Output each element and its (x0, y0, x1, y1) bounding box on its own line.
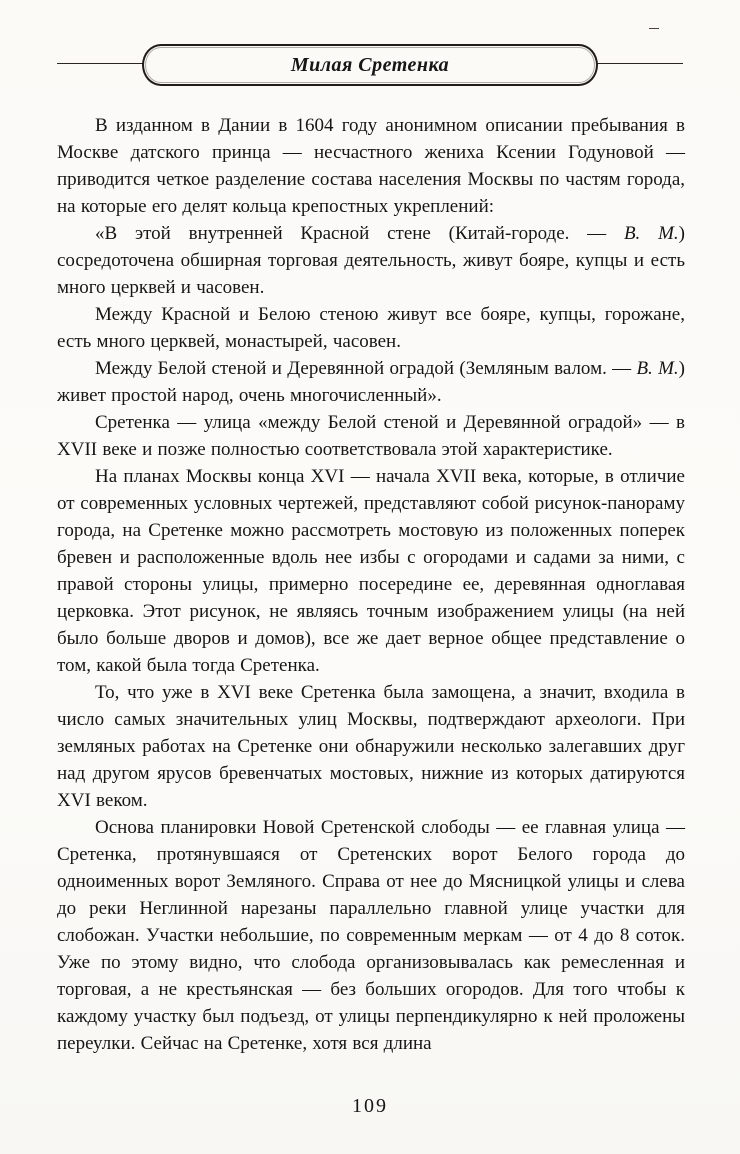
chapter-title: Милая Сретенка (290, 53, 450, 76)
italic-text-run: В. М. (623, 223, 679, 244)
page-number: 109 (352, 1095, 388, 1117)
paragraph (57, 409, 685, 463)
paragraph (57, 355, 685, 409)
text-run: Основа планировки Новой Сретенской слободы — ее главная улица — Сретенка, протянувшаяся от Сретенских ворот Белого города до одноименных ворот Земляного. Справа от нее до Мясницкой улицы и слева до реки Неглинной нарезаны параллельно главной улице участки для слобожан. Участки небольшие, по современным меркам — от 4 до 8 соток. Уже по этому видно, что слобода организовывалась как ремесленная и торговая, а не крестьянская — без больших огородов. Для того чтобы к каждому участку был подъезд, от улицы перпендикулярно к ней проложены переулки. Сейчас на Сретенке, хотя вся длина (57, 817, 685, 1054)
text-run: Сретенка — улица «между Белой стеной и Деревянной оградой» — в XVII веке и позже полностью соответствовала этой характеристике. (57, 412, 685, 460)
page-footer (0, 1095, 740, 1118)
italic-text-run: В. М. (636, 358, 679, 379)
paragraph (57, 112, 685, 220)
text-run: Между Белой стеной и Деревянной оградой (Земляным валом. — (95, 358, 637, 379)
chapter-title-cartouche (142, 44, 598, 86)
text-run: На планах Москвы конца XVI — начала XVII века, которые, в отличие от современных условных чертежей, представляют собой рисунок-панораму города, на Сретенке можно рассмотреть мостовую из положенных поперек бревен и расположенные вдоль нее избы с огородами и садами за ними, с правой стороны улицы, примерно посередине ее, деревянная одноглавая церковка. Этот рисунок, не являясь точным изображением улицы (на ней было больше дворов и домов), все же дает верное общее представление о том, какой была тогда Сретенка. (57, 466, 685, 676)
page-header (57, 42, 683, 94)
paragraph (57, 814, 685, 1057)
paragraph (57, 463, 685, 679)
paragraph (57, 301, 685, 355)
text-run: «В этой внутренней Красной стене (Китай-городе. — (95, 223, 624, 244)
paragraph (57, 679, 685, 814)
text-run: ) живет простой народ, очень многочисленный». (57, 358, 685, 406)
text-run: ) сосредоточена обширная торговая деятельность, живут бояре, купцы и есть много церквей и часовен. (57, 223, 685, 298)
text-run: В изданном в Дании в 1604 году анонимном описании пребывания в Москве датского принца — несчастного жениха Ксении Годуновой — приводится четкое разделение состава населения Москвы по частям города, на которые его делят кольца крепостных укреплений: (57, 115, 685, 217)
text-run: То, что уже в XVI веке Сретенка была замощена, а значит, входила в число самых значительных улиц Москвы, подтверждают археологи. При земляных работах на Сретенке они обнаружили несколько залегавших друг над другом ярусов бревенчатых мостовых, нижние из которых датируются XVI веком. (57, 682, 685, 811)
paragraph (57, 220, 685, 301)
scan-tick-mark (649, 28, 659, 29)
text-run: Между Красной и Белою стеною живут все бояре, купцы, горожане, есть много церквей, монастырей, часовен. (57, 304, 685, 352)
body-text (57, 112, 685, 1057)
